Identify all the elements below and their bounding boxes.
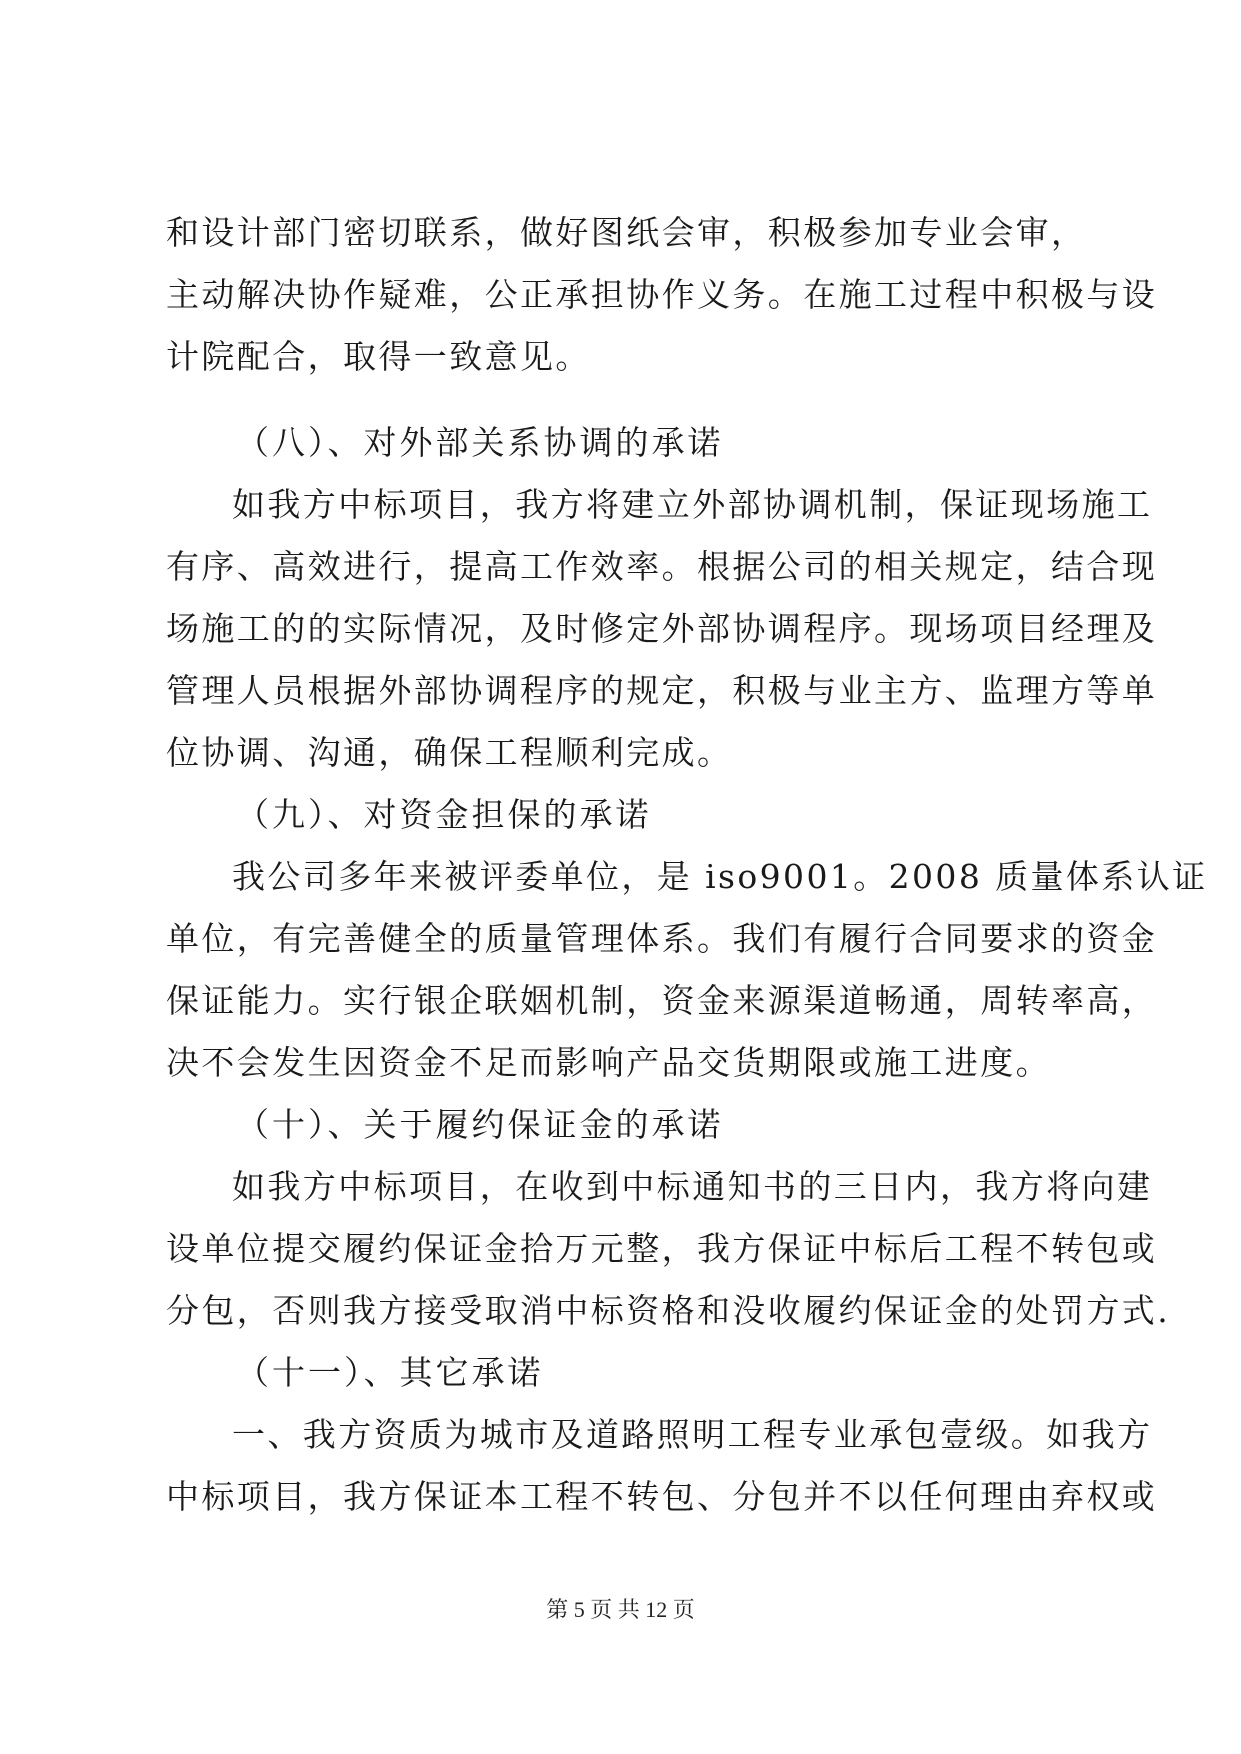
body-text-line: 一、我方资质为城市及道路照明工程专业承包壹级。如我方 [232,1415,1153,1454]
body-text-line: 如我方中标项目，我方将建立外部协调机制，保证现场施工 [232,485,1153,524]
body-text-line: 计院配合，取得一致意见。 [166,337,591,376]
body-text-line: 有序、高效进行，提高工作效率。根据公司的相关规定，结合现 [166,547,1158,586]
section-heading-10: （十）、关于履约保证金的承诺 [236,1105,724,1144]
body-text-line: 场施工的的实际情况，及时修定外部协调程序。现场项目经理及 [166,609,1158,648]
body-text-line: 我公司多年来被评委单位，是 iso9001。2008 质量体系认证 [232,857,1208,896]
body-text-line: 中标项目，我方保证本工程不转包、分包并不以任何理由弃权或 [166,1477,1158,1516]
section-heading-9: （九）、对资金担保的承诺 [236,795,652,834]
body-text-line: 单位，有完善健全的质量管理体系。我们有履行合同要求的资金 [166,919,1158,958]
body-text-line: 管理人员根据外部协调程序的规定，积极与业主方、监理方等单 [166,671,1158,710]
page-number-footer: 第 5 页 共 12 页 [546,1597,695,1622]
section-heading-11: （十一）、其它承诺 [236,1353,544,1392]
body-text-line: 和设计部门密切联系，做好图纸会审，积极参加专业会审， [166,213,1087,252]
body-text-line: 主动解决协作疑难，公正承担协作义务。在施工过程中积极与设 [166,275,1158,314]
body-text-line: 决不会发生因资金不足而影响产品交货期限或施工进度。 [166,1043,1051,1082]
body-text-line: 设单位提交履约保证金拾万元整，我方保证中标后工程不转包或 [166,1229,1158,1268]
section-heading-8: （八）、对外部关系协调的承诺 [236,423,724,462]
body-text-line: 分包，否则我方接受取消中标资格和没收履约保证金的处罚方式. [166,1291,1171,1330]
body-text-line: 位协调、沟通，确保工程顺利完成。 [166,733,733,772]
body-text-line: 如我方中标项目，在收到中标通知书的三日内，我方将向建 [232,1167,1153,1206]
body-text-line: 保证能力。实行银企联姻机制，资金来源渠道畅通，周转率高， [166,981,1158,1020]
